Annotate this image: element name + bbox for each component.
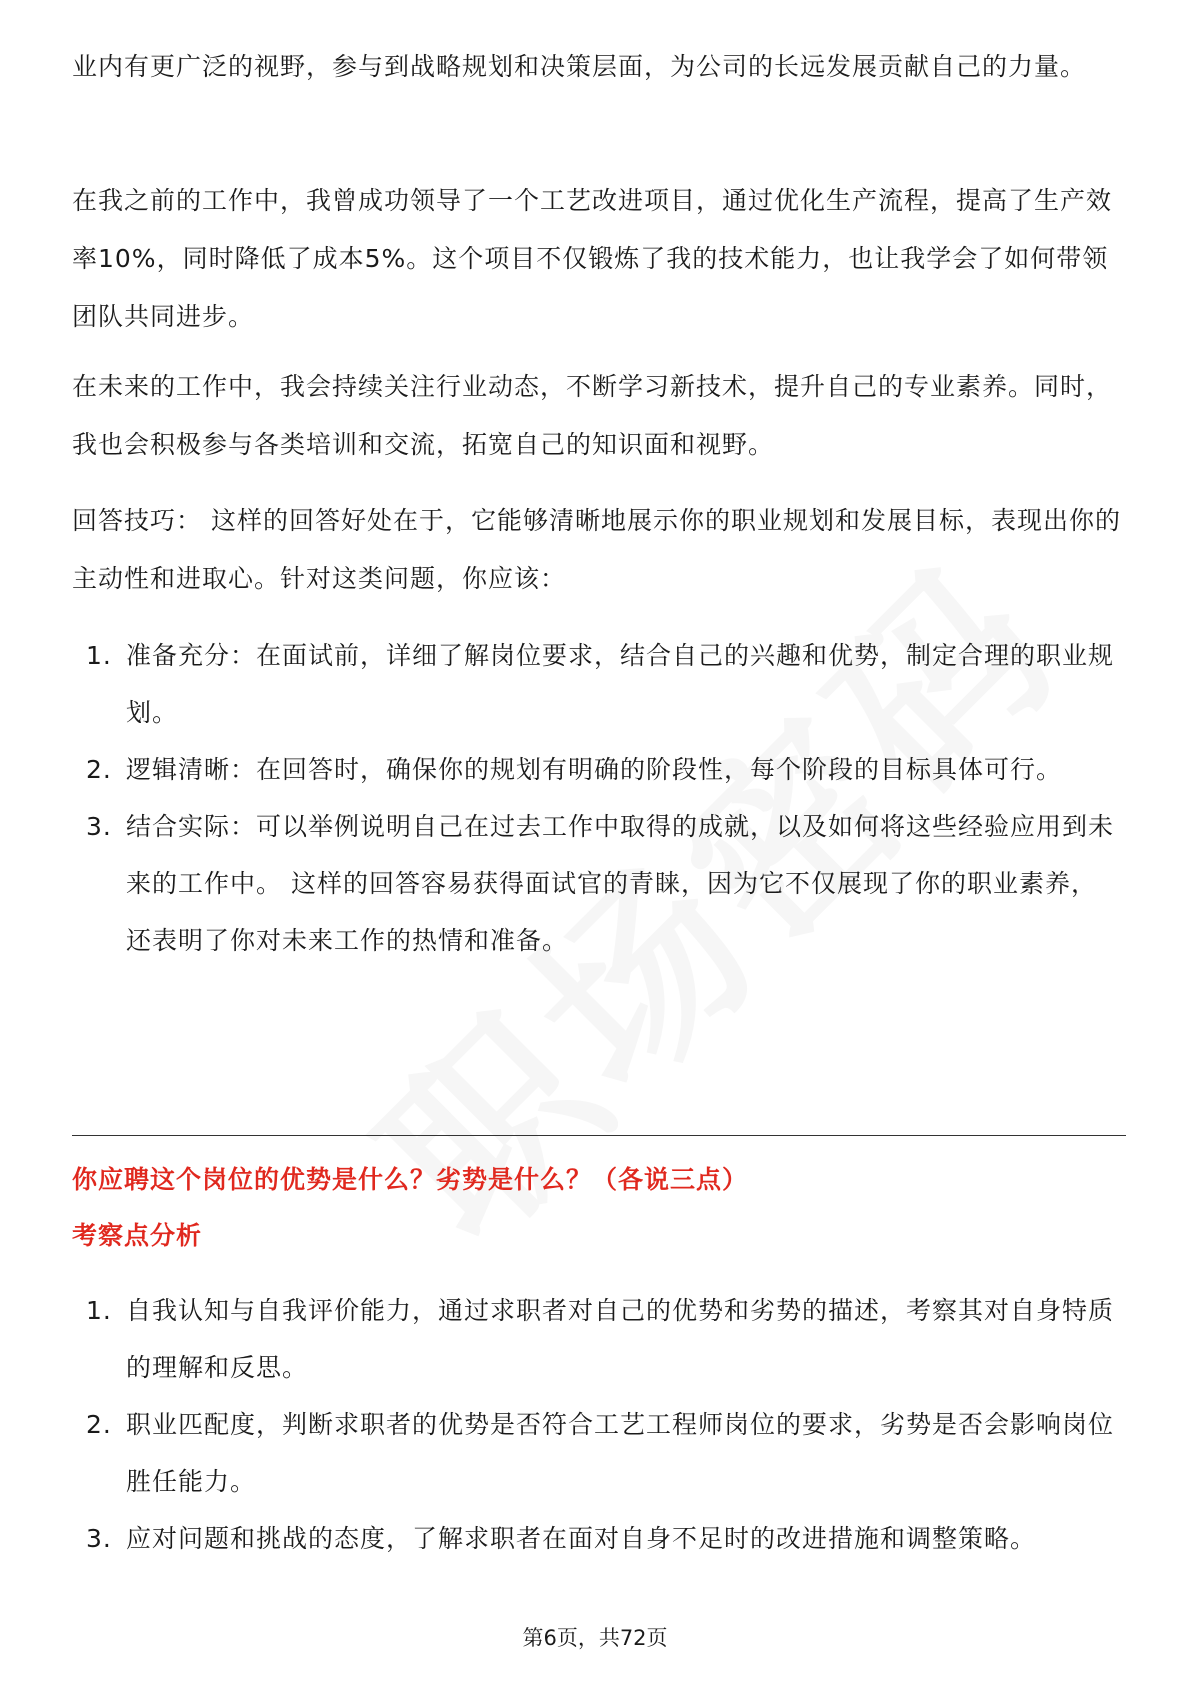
list-text: 自我认知与自我评价能力，通过求职者对自己的优势和劣势的描述，考察其对自身特质的理解和反思。	[126, 1296, 1115, 1382]
list-item	[72, 1282, 1122, 1396]
section-divider	[72, 1135, 1126, 1136]
list-item	[72, 627, 1122, 741]
list-number: 3.	[86, 812, 112, 841]
list-text: 准备充分：在面试前，详细了解岗位要求，结合自己的兴趣和优势，制定合理的职业规划。	[126, 641, 1115, 727]
page-footer: 第6页，共72页	[522, 1626, 668, 1650]
list-text: 应对问题和挑战的态度，了解求职者在面对自身不足时的改进措施和调整策略。	[126, 1524, 1037, 1553]
list-item	[72, 1510, 1122, 1567]
list-item	[72, 1396, 1122, 1510]
question-title: 你应聘这个岗位的优势是什么？劣势是什么？（各说三点）	[72, 1165, 749, 1194]
paragraph-2: 在我之前的工作中，我曾成功领导了一个工艺改进项目，通过优化生产流程，提高了生产效率10%，同时降低了成本5%。这个项目不仅锻炼了我的技术能力，也让我学会了如何带领团队共同进步。	[72, 186, 1113, 331]
analysis-heading: 考察点分析	[72, 1221, 203, 1250]
paragraph-answer-tips: 回答技巧： 这样的回答好处在于，它能够清晰地展示你的职业规划和发展目标，表现出你的主动性和进取心。针对这类问题，你应该：	[72, 506, 1121, 593]
paragraph-3: 在未来的工作中，我会持续关注行业动态，不断学习新技术，提升自己的专业素养。同时，我也会积极参与各类培训和交流，拓宽自己的知识面和视野。	[72, 372, 1113, 459]
analysis-list	[72, 1282, 1122, 1567]
tips-list	[72, 627, 1122, 969]
list-number: 2.	[86, 1410, 112, 1439]
list-number: 1.	[86, 1296, 112, 1325]
list-number: 3.	[86, 1524, 112, 1553]
list-item	[72, 741, 1122, 798]
list-item	[72, 798, 1122, 969]
paragraph-1: 业内有更广泛的视野，参与到战略规划和决策层面，为公司的长远发展贡献自己的力量。	[72, 52, 1087, 81]
list-text: 职业匹配度，判断求职者的优势是否符合工艺工程师岗位的要求，劣势是否会影响岗位胜任能力。	[126, 1410, 1115, 1496]
list-number: 2.	[86, 755, 112, 784]
list-text: 结合实际：可以举例说明自己在过去工作中取得的成就，以及如何将这些经验应用到未来的工作中。 这样的回答容易获得面试官的青睐，因为它不仅展现了你的职业素养，还表明了你对未来工作的热情和准备。	[126, 812, 1115, 955]
list-number: 1.	[86, 641, 112, 670]
list-text: 逻辑清晰：在回答时，确保你的规划有明确的阶段性，每个阶段的目标具体可行。	[126, 755, 1063, 784]
